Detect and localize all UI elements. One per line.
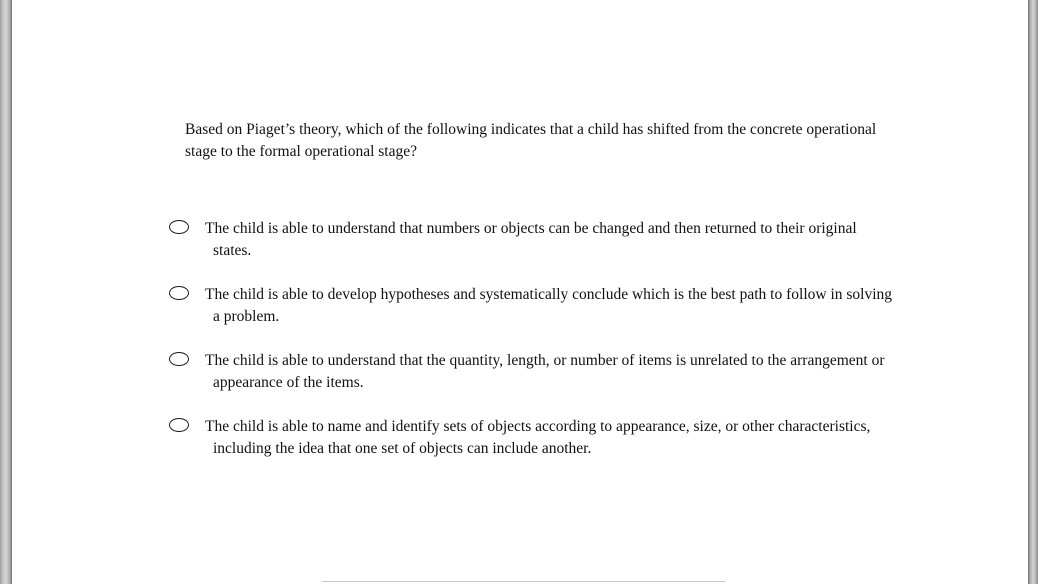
answer-option-1[interactable] [169,218,889,284]
radio-button-icon[interactable] [169,286,189,300]
radio-button-icon[interactable] [169,220,189,234]
answer-option-label: The child is able to name and identify sets of objects according to appearance, size, or other characteristics, including the idea that one set of objects can include another. [205,418,871,457]
radio-button-icon[interactable] [169,418,189,432]
window-frame-left [0,0,12,584]
answer-option-label: The child is able to understand that numbers or objects can be changed and then returned to their original states. [205,220,857,259]
bottom-divider [322,581,725,582]
answer-option-label: The child is able to understand that the quantity, length, or number of items is unrelated to the arrangement or appearance of the items. [205,352,885,391]
answer-option-2[interactable] [169,284,893,350]
answer-options [169,218,893,482]
answer-option-label: The child is able to develop hypotheses and systematically conclude which is the best path to follow in solving a problem. [205,286,893,325]
radio-button-icon[interactable] [169,352,189,366]
answer-option-3[interactable] [169,350,889,416]
answer-option-4[interactable] [169,416,889,482]
question-text: Based on Piaget’s theory, which of the following indicates that a child has shifted from the concrete operational stage to the formal operational stage? [185,121,877,160]
window-frame-right [1028,0,1038,584]
quiz-content-area [12,0,1028,584]
